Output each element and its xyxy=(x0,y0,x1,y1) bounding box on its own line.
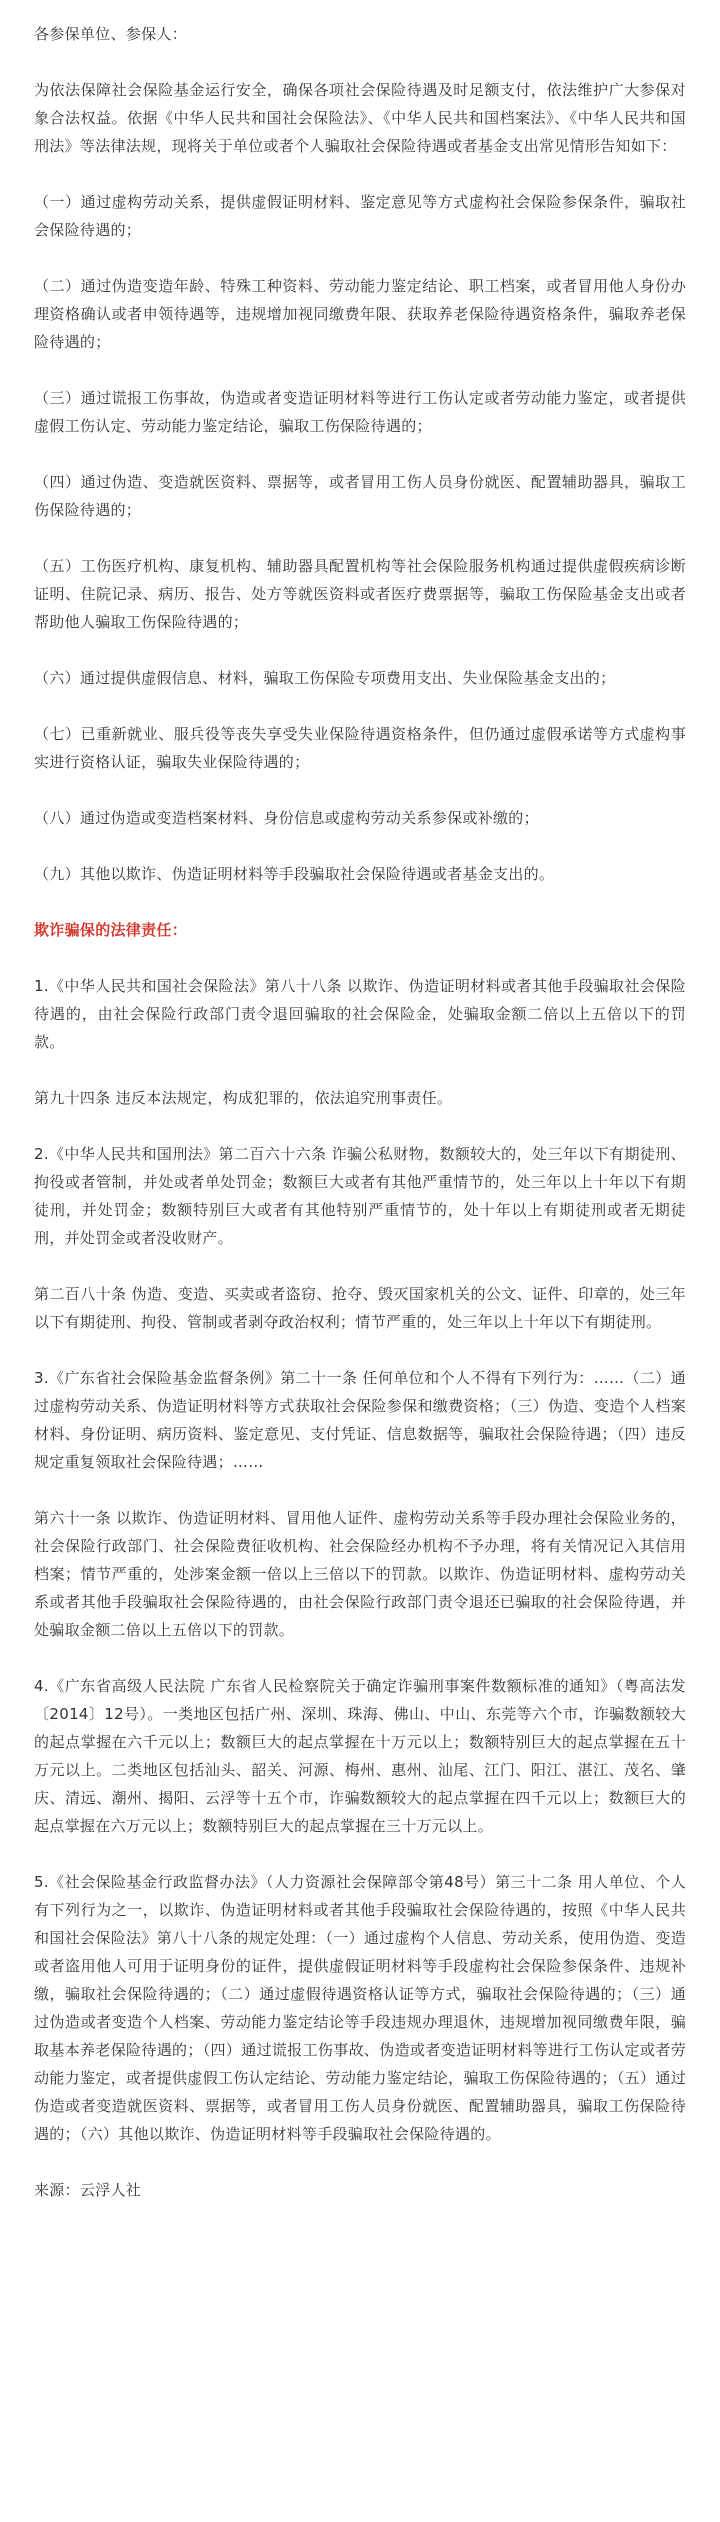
liability-item-4: 第二百八十条 伪造、变造、买卖或者盗窃、抢夺、毁灭国家机关的公文、证件、印章的，处三年以下有期徒刑、拘役、管制或者剥夺政治权利；情节严重的，处三年以上十年以下有期徒刑。 xyxy=(34,1285,686,1331)
liability-item-7: 4.《广东省高级人民法院 广东省人民检察院关于确定诈骗刑事案件数额标准的通知》（粤高法发〔2014〕12号）。一类地区包括广州、深圳、珠海、佛山、中山、东莞等六个市，诈骗数额较大的起点掌握在六千元以上；数额巨大的起点掌握在十万元以上；数额特别巨大的起点掌握在五十万元以上。二类地区包括汕头、韶关、河源、梅州、惠州、汕尾、江门、阳江、湛江、茂名、肇庆、清远、潮州、揭阳、云浮等十五个市，诈骗数额较大的起点掌握在四千元以上；数额巨大的起点掌握在六万元以上；数额特别巨大的起点掌握在三十万元以上。 xyxy=(34,1677,686,1835)
case-item-9: （九）其他以欺诈、伪造证明材料等手段骗取社会保险待遇或者基金支出的。 xyxy=(34,865,555,883)
case-item-2: （二）通过伪造变造年龄、特殊工种资料、劳动能力鉴定结论、职工档案，或者冒用他人身份办理资格确认或者申领待遇等，违规增加视同缴费年限、获取养老保险待遇资格条件，骗取养老保险待遇的； xyxy=(34,277,686,351)
liability-item-1: 1.《中华人民共和国社会保险法》第八十八条 以欺诈、伪造证明材料或者其他手段骗取社会保险待遇的，由社会保险行政部门责令退回骗取的社会保险金，处骗取金额二倍以上五倍以下的罚款。 xyxy=(34,977,686,1051)
case-item-6: （六）通过提供虚假信息、材料，骗取工伤保险专项费用支出、失业保险基金支出的； xyxy=(34,669,616,687)
liability-item-2: 第九十四条 违反本法规定，构成犯罪的，依法追究刑事责任。 xyxy=(34,1089,453,1107)
intro-paragraph: 为依法保障社会保险基金运行安全，确保各项社会保险待遇及时足额支付，依法维护广大参保对象合法权益。依据《中华人民共和国社会保险法》、《中华人民共和国档案法》、《中华人民共和国刑法》等法律法规，现将关于单位或者个人骗取社会保险待遇或者基金支出常见情形告知如下： xyxy=(34,81,686,155)
case-item-3: （三）通过谎报工伤事故，伪造或者变造证明材料等进行工伤认定或者劳动能力鉴定，或者提供虚假工伤认定、劳动能力鉴定结论，骗取工伤保险待遇的； xyxy=(34,389,686,435)
case-item-8: （八）通过伪造或变造档案材料、身份信息或虚构劳动关系参保或补缴的； xyxy=(34,809,539,827)
case-item-5: （五）工伤医疗机构、康复机构、辅助器具配置机构等社会保险服务机构通过提供虚假疾病诊断证明、住院记录、病历、报告、处方等就医资料或者医疗费票据等，骗取工伤保险基金支出或者帮助他人骗取工伤保险待遇的； xyxy=(34,557,686,631)
case-item-7: （七）已重新就业、服兵役等丧失享受失业保险待遇资格条件，但仍通过虚假承诺等方式虚构事实进行资格认证，骗取失业保险待遇的； xyxy=(34,725,686,771)
liability-item-5: 3.《广东省社会保险基金监督条例》第二十一条 任何单位和个人不得有下列行为：……（二）通过虚构劳动关系、伪造证明材料等方式获取社会保险参保和缴费资格；（三）伪造、变造个人档案材料、身份证明、病历资料、鉴定意见、支付凭证、信息数据等，骗取社会保险待遇；（四）违反规定重复领取社会保险待遇；…… xyxy=(34,1369,686,1471)
liability-item-3: 2.《中华人民共和国刑法》第二百六十六条 诈骗公私财物，数额较大的，处三年以下有期徒刑、拘役或者管制，并处或者单处罚金；数额巨大或者有其他严重情节的，处三年以上十年以下有期徒刑，并处罚金；数额特别巨大或者有其他特别严重情节的，处十年以上有期徒刑或者无期徒刑，并处罚金或者没收财产。 xyxy=(34,1145,686,1247)
article-body xyxy=(34,20,686,2204)
case-item-1: （一）通过虚构劳动关系，提供虚假证明材料、鉴定意见等方式虚构社会保险参保条件，骗取社会保险待遇的； xyxy=(34,193,686,239)
liability-item-8: 5.《社会保险基金行政监督办法》（人力资源社会保障部令第48号）第三十二条 用人单位、个人有下列行为之一，以欺诈、伪造证明材料或者其他手段骗取社会保险待遇的，按照《中华人民共和国社会保险法》第八十八条的规定处理：（一）通过虚构个人信息、劳动关系，使用伪造、变造或者盗用他人可用于证明身份的证件，提供虚假证明材料等手段虚构社会保险参保条件、违规补缴，骗取社会保险待遇的；（二）通过虚假待遇资格认证等方式，骗取社会保险待遇的；（三）通过伪造或者变造个人档案、劳动能力鉴定结论等手段违规办理退休，违规增加视同缴费年限，骗取基本养老保险待遇的；（四）通过谎报工伤事故、伪造或者变造证明材料等进行工伤认定或者劳动能力鉴定，或者提供虚假工伤认定结论、劳动能力鉴定结论，骗取工伤保险待遇的；（五）通过伪造或者变造就医资料、票据等，或者冒用工伤人员身份就医、配置辅助器具，骗取工伤保险待遇的；（六）其他以欺诈、伪造证明材料等手段骗取社会保险待遇的。 xyxy=(34,1873,686,2143)
liability-item-6: 第六十一条 以欺诈、伪造证明材料、冒用他人证件、虚构劳动关系等手段办理社会保险业务的，社会保险行政部门、社会保险费征收机构、社会保险经办机构不予办理，将有关情况记入其信用档案；情节严重的，处涉案金额一倍以上三倍以下的罚款。以欺诈、伪造证明材料、虚构劳动关系或者其他手段骗取社会保险待遇的，由社会保险行政部门责令退还已骗取的社会保险待遇，并处骗取金额二倍以上五倍以下的罚款。 xyxy=(34,1509,686,1639)
liability-heading: 欺诈骗保的法律责任： xyxy=(34,921,188,939)
greeting: 各参保单位、参保人： xyxy=(34,25,188,43)
source-credit: 来源：云浮人社 xyxy=(34,2181,142,2199)
case-item-4: （四）通过伪造、变造就医资料、票据等，或者冒用工伤人员身份就医、配置辅助器具，骗取工伤保险待遇的； xyxy=(34,473,686,519)
